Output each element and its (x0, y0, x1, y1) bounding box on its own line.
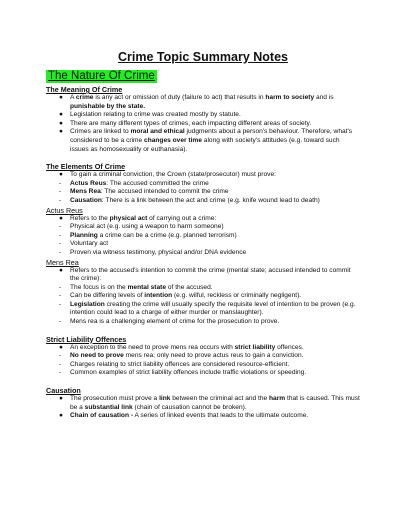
text-run: of carrying out a crime: (147, 214, 217, 222)
list-item (46, 301, 360, 318)
list-item (46, 128, 360, 154)
section-heading-nature-of-crime: The Nature Of Crime (48, 70, 155, 82)
dash-marker: - (59, 179, 62, 187)
text-run: a crime can be a crime (e.g. planned terrorism) (97, 231, 237, 239)
text-run: Common examples of strict liability offences include traffic violations or speeding. (70, 369, 307, 377)
list-item (46, 292, 360, 301)
dash-marker: - (59, 223, 62, 231)
list-item (46, 284, 360, 293)
text-run: Can be differing levels of (70, 292, 145, 300)
text-run: A (70, 94, 76, 101)
text-run: (e.g. wilful, reckless or criminally negligent). (172, 292, 302, 300)
bullet-marker: ● (59, 266, 63, 274)
bold-text: substantial link (84, 403, 133, 411)
text-run: There are many different types of crimes, each impacting different areas of society. (70, 119, 312, 127)
bullet-marker: ● (59, 94, 63, 101)
text-run: An exception to the need to prove mens rea occurs with (70, 343, 235, 351)
text-run: offences. (275, 343, 304, 351)
list-item (46, 232, 360, 241)
bullet-marker: ● (59, 343, 63, 351)
heading-elements-of-crime: The Elements Of Crime (46, 162, 126, 172)
list-item (46, 197, 360, 206)
bold-text: changes over time (144, 136, 202, 144)
text-run: Mens rea is a challenging element of crime for the prosecution to prove. (70, 318, 280, 326)
list-strict-liability (46, 344, 360, 378)
dash-marker: - (59, 231, 62, 239)
bold-text: crime (75, 94, 94, 101)
dash-marker: - (59, 292, 62, 300)
bold-text: mental state (127, 283, 167, 291)
dash-marker: - (59, 240, 62, 248)
text-run: Charges relating to strict liability offences are considered resource-efficient. (70, 360, 290, 368)
text-run: creating the crime will usually specify the requisite level of intention to be proven (e.g. intention could lead to a charge of either murder or manslaughter). (70, 300, 356, 317)
text-run: along with society's attitudes (e.g. toward such issues as homosexuality or euthanasia). (70, 136, 340, 153)
bold-text: punishable by the state. (70, 102, 146, 110)
list-item (46, 369, 360, 378)
list-actus-reus (46, 215, 360, 258)
dash-marker: - (59, 318, 62, 326)
dash-marker: - (59, 360, 62, 368)
dash-marker: - (59, 283, 62, 291)
bold-text: strict liability (234, 343, 276, 351)
bold-text: Legislation (70, 300, 105, 308)
bold-text: intention (144, 292, 173, 300)
list-item (46, 171, 360, 180)
text-run: : The accused committed the crime (106, 179, 209, 187)
list-item (46, 215, 360, 224)
list-mens-rea (46, 267, 360, 327)
text-run: between the criminal act and the (170, 395, 270, 403)
bold-text: Chain of causation - (70, 412, 134, 420)
text-run: Physical act (e.g. using a weapon to harm someone) (70, 223, 224, 231)
bullet-marker: ● (59, 395, 63, 403)
list-item (46, 223, 360, 232)
bullet-marker: ● (59, 128, 63, 136)
bold-text: harm (269, 395, 286, 403)
bullet-marker: ● (59, 214, 63, 222)
bullet-marker: ● (59, 171, 63, 179)
heading-causation: Causation (46, 386, 81, 396)
list-item (46, 120, 360, 129)
dash-marker: - (59, 188, 62, 196)
text-run: A series of linked events that leads to the ultimate outcome. (133, 412, 309, 420)
text-run: Proven via witness testimony, physical and/or DNA evidence (70, 248, 247, 256)
text-run: To gain a criminal conviction, the Crown (state/prosecutor) must prove: (70, 171, 276, 179)
text-run: The focus is on the (70, 283, 128, 291)
text-run: : There is a link between the act and crime (e.g. knife wound lead to death) (101, 196, 320, 204)
list-causation (46, 395, 360, 421)
text-run: that is caused. This must be a (70, 395, 360, 411)
dash-marker: - (59, 248, 62, 256)
list-item (46, 344, 360, 353)
heading-meaning-of-crime: The Meaning Of Crime (46, 85, 123, 94)
text-run: : The accused intended to commit the crime (100, 188, 229, 196)
list-elements-of-crime (46, 171, 360, 205)
bold-text: Planning (70, 231, 98, 239)
text-run: (chain of causation cannot be broken). (132, 403, 247, 411)
list-item (46, 395, 360, 412)
list-item (46, 188, 360, 197)
list-item (46, 318, 360, 327)
bullet-marker: ● (59, 111, 63, 119)
text-run: Voluntary act (70, 240, 109, 248)
bullet-marker: ● (59, 119, 63, 127)
text-run: Crimes are linked to (70, 128, 131, 136)
list-item (46, 111, 360, 120)
bold-text: physical act (109, 214, 148, 222)
text-run: and is (314, 94, 334, 101)
text-run: judgments about a person's behaviour. Therefore, what's considered to be a crime (70, 128, 353, 144)
list-item (46, 240, 360, 249)
text-run: Legislation relating to crime was created mostly by statute. (70, 111, 241, 119)
bold-text: moral and ethical (130, 128, 185, 136)
text-run: is any act or omission of duty (failure to act) that results in (93, 94, 266, 101)
bold-text: Causation (70, 196, 102, 204)
bold-text: No need to prove (70, 352, 124, 360)
dash-marker: - (59, 369, 62, 377)
bold-text: Actus Reus (70, 179, 107, 187)
text-run: of the accused. (166, 283, 213, 291)
list-item (46, 94, 360, 111)
list-item (46, 361, 360, 370)
list-item (46, 249, 360, 258)
list-item (46, 352, 360, 361)
heading-mens-rea: Mens Rea (46, 257, 79, 267)
heading-actus-reus: Actus Reus (46, 205, 83, 215)
dash-marker: - (59, 196, 62, 204)
page-title: Crime Topic Summary Notes (118, 50, 288, 64)
list-item (46, 412, 360, 421)
text-run: The prosecution must prove a (70, 395, 160, 403)
list-meaning-of-crime (46, 94, 360, 154)
bold-text: Mens Rea (70, 188, 101, 196)
list-item (46, 180, 360, 189)
bullet-marker: ● (59, 412, 63, 420)
text-run: Refers to the accused's intention to commit the crime (mental state; accused intended to commit the crime): (70, 266, 351, 283)
list-item (46, 267, 360, 284)
bold-text: harm to society (265, 94, 315, 101)
dash-marker: - (59, 352, 62, 360)
text-run: Refers to the (70, 214, 110, 222)
bold-text: link (159, 395, 171, 403)
dash-marker: - (59, 300, 62, 308)
text-run: mens rea; only need to prove actus reus to gain a conviction. (123, 352, 304, 360)
heading-strict-liability: Strict Liability Offences (46, 334, 127, 344)
